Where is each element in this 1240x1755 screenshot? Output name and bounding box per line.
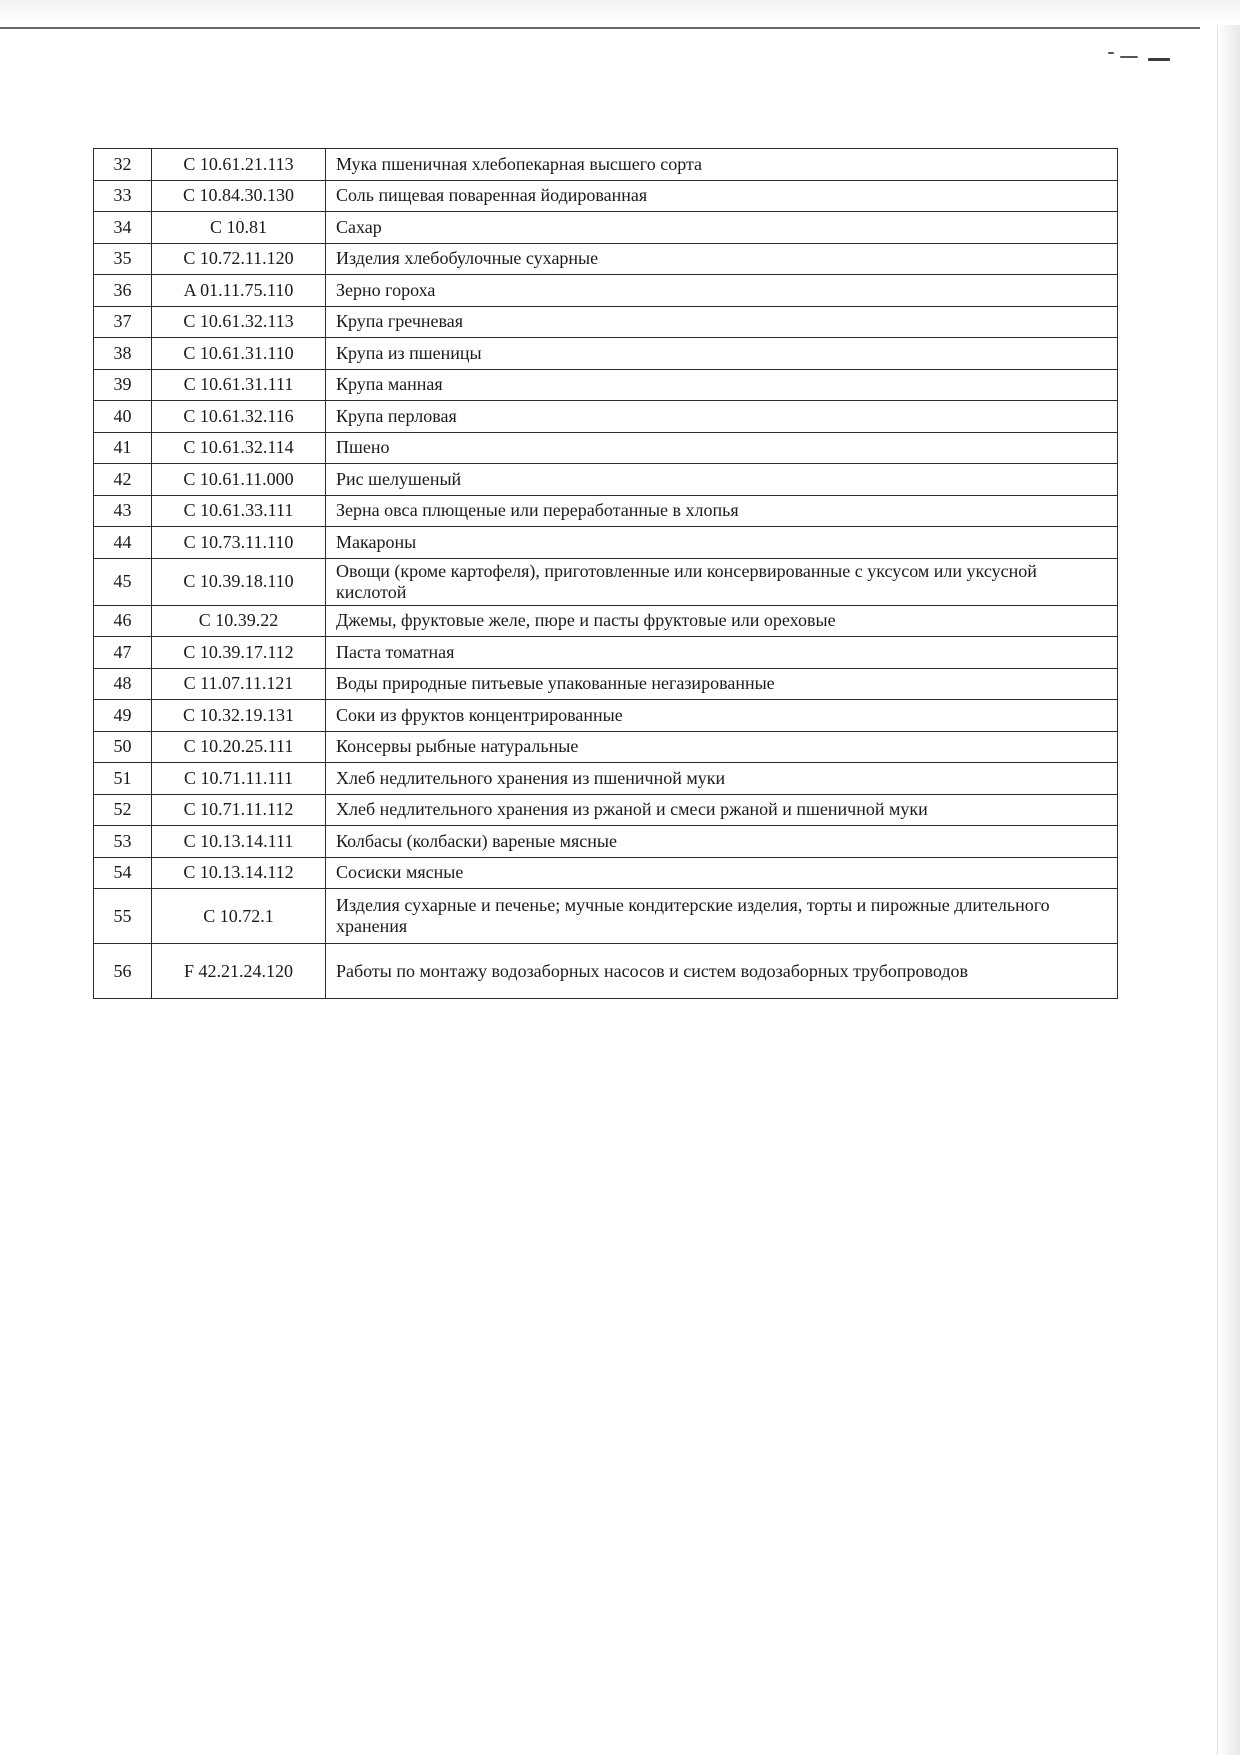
okpd-code-cell: C 10.71.11.112 (152, 794, 326, 826)
okpd-code-cell: C 10.73.11.110 (152, 527, 326, 559)
okpd-code-cell: C 10.84.30.130 (152, 180, 326, 212)
product-name-cell: Мука пшеничная хлебопекарная высшего сорта (326, 149, 1118, 181)
okpd-code-cell: C 10.72.1 (152, 889, 326, 944)
product-name-cell: Воды природные питьевые упакованные негазированные (326, 668, 1118, 700)
table-row (94, 826, 1118, 858)
product-name-cell: Хлеб недлительного хранения из пшеничной муки (326, 763, 1118, 795)
product-name-cell: Колбасы (колбаски) вареные мясные (326, 826, 1118, 858)
table-row (94, 763, 1118, 795)
row-number-cell: 55 (94, 889, 152, 944)
row-number-cell: 54 (94, 857, 152, 889)
row-number-cell: 36 (94, 275, 152, 307)
table-row (94, 275, 1118, 307)
product-name-cell: Крупа из пшеницы (326, 338, 1118, 370)
product-name-cell: Изделия хлебобулочные сухарные (326, 243, 1118, 275)
product-name-cell: Хлеб недлительного хранения из ржаной и смеси ржаной и пшеничной муки (326, 794, 1118, 826)
table-row (94, 306, 1118, 338)
table-row (94, 495, 1118, 527)
row-number-cell: 38 (94, 338, 152, 370)
product-name-cell: Крупа гречневая (326, 306, 1118, 338)
okpd-code-cell: A 01.11.75.110 (152, 275, 326, 307)
product-name-cell: Джемы, фруктовые желе, пюре и пасты фруктовые или ореховые (326, 605, 1118, 637)
product-code-table (93, 148, 1118, 999)
table-row (94, 432, 1118, 464)
product-name-cell: Крупа перловая (326, 401, 1118, 433)
scan-speck (1108, 52, 1114, 54)
product-name-cell: Сахар (326, 212, 1118, 244)
row-number-cell: 56 (94, 944, 152, 999)
table-row (94, 243, 1118, 275)
okpd-code-cell: C 10.39.17.112 (152, 637, 326, 669)
okpd-code-cell: C 10.13.14.111 (152, 826, 326, 858)
product-name-cell: Соки из фруктов концентрированные (326, 700, 1118, 732)
row-number-cell: 32 (94, 149, 152, 181)
table-row (94, 889, 1118, 944)
table-row (94, 369, 1118, 401)
row-number-cell: 41 (94, 432, 152, 464)
okpd-code-cell: C 10.39.18.110 (152, 558, 326, 605)
product-name-cell: Работы по монтажу водозаборных насосов и систем водозаборных трубопроводов (326, 944, 1118, 999)
okpd-code-cell: C 10.61.32.114 (152, 432, 326, 464)
row-number-cell: 44 (94, 527, 152, 559)
scan-top-shadow (0, 0, 1240, 24)
scan-top-border-line (0, 27, 1200, 29)
table-row (94, 731, 1118, 763)
row-number-cell: 39 (94, 369, 152, 401)
row-number-cell: 52 (94, 794, 152, 826)
row-number-cell: 51 (94, 763, 152, 795)
product-name-cell: Изделия сухарные и печенье; мучные кондитерские изделия, торты и пирожные длительного хранения (326, 889, 1118, 944)
table-row (94, 464, 1118, 496)
table-row (94, 149, 1118, 181)
okpd-code-cell: C 10.13.14.112 (152, 857, 326, 889)
row-number-cell: 47 (94, 637, 152, 669)
table-row (94, 700, 1118, 732)
okpd-code-cell: F 42.21.24.120 (152, 944, 326, 999)
table-row (94, 857, 1118, 889)
scan-speck (1120, 56, 1138, 58)
row-number-cell: 53 (94, 826, 152, 858)
row-number-cell: 35 (94, 243, 152, 275)
row-number-cell: 34 (94, 212, 152, 244)
product-name-cell: Паста томатная (326, 637, 1118, 669)
table-row (94, 527, 1118, 559)
table-body (94, 149, 1118, 999)
product-name-cell: Консервы рыбные натуральные (326, 731, 1118, 763)
product-name-cell: Зерно гороха (326, 275, 1118, 307)
table-row (94, 558, 1118, 605)
product-name-cell: Зерна овса плющеные или переработанные в хлопья (326, 495, 1118, 527)
okpd-code-cell: C 10.61.31.110 (152, 338, 326, 370)
okpd-code-cell: C 10.39.22 (152, 605, 326, 637)
product-name-cell: Крупа манная (326, 369, 1118, 401)
table-row (94, 212, 1118, 244)
table-row (94, 605, 1118, 637)
okpd-code-cell: C 10.61.32.113 (152, 306, 326, 338)
row-number-cell: 46 (94, 605, 152, 637)
scan-right-edge (1217, 25, 1240, 1755)
table-row (94, 668, 1118, 700)
table-row (94, 401, 1118, 433)
row-number-cell: 37 (94, 306, 152, 338)
okpd-code-cell: C 10.20.25.111 (152, 731, 326, 763)
product-name-cell: Соль пищевая поваренная йодированная (326, 180, 1118, 212)
table-row (94, 637, 1118, 669)
okpd-code-cell: C 10.81 (152, 212, 326, 244)
okpd-code-cell: C 10.72.11.120 (152, 243, 326, 275)
row-number-cell: 48 (94, 668, 152, 700)
table-row (94, 794, 1118, 826)
product-name-cell: Пшено (326, 432, 1118, 464)
row-number-cell: 33 (94, 180, 152, 212)
okpd-code-cell: C 10.61.21.113 (152, 149, 326, 181)
row-number-cell: 40 (94, 401, 152, 433)
row-number-cell: 50 (94, 731, 152, 763)
row-number-cell: 43 (94, 495, 152, 527)
product-name-cell: Рис шелушеный (326, 464, 1118, 496)
row-number-cell: 45 (94, 558, 152, 605)
scan-speck (1148, 58, 1170, 61)
product-name-cell: Сосиски мясные (326, 857, 1118, 889)
product-name-cell: Овощи (кроме картофеля), приготовленные или консервированные с уксусом или уксусной кислотой (326, 558, 1118, 605)
table-row (94, 180, 1118, 212)
product-name-cell: Макароны (326, 527, 1118, 559)
table-row (94, 338, 1118, 370)
table-row (94, 944, 1118, 999)
okpd-code-cell: C 11.07.11.121 (152, 668, 326, 700)
okpd-code-cell: C 10.61.33.111 (152, 495, 326, 527)
okpd-code-cell: C 10.61.11.000 (152, 464, 326, 496)
okpd-code-cell: C 10.61.31.111 (152, 369, 326, 401)
row-number-cell: 42 (94, 464, 152, 496)
okpd-code-cell: C 10.71.11.111 (152, 763, 326, 795)
okpd-code-cell: C 10.32.19.131 (152, 700, 326, 732)
row-number-cell: 49 (94, 700, 152, 732)
okpd-code-cell: C 10.61.32.116 (152, 401, 326, 433)
